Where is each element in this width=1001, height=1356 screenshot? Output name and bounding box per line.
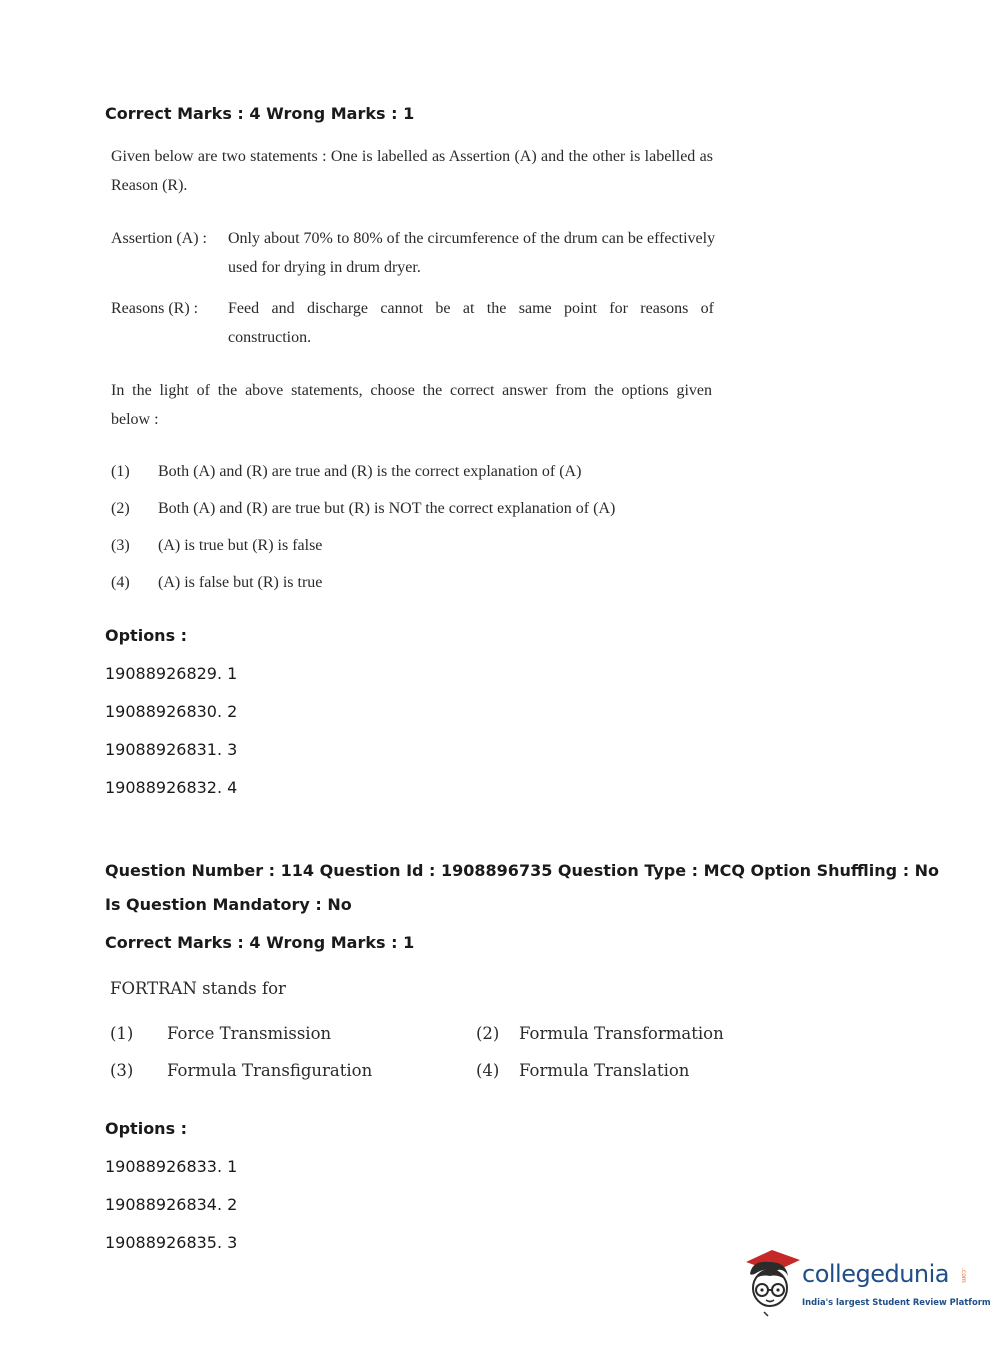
collegedunia-logo[interactable]	[740, 1246, 991, 1320]
q113-prompt-line1: In the light of the above statements, choose the correct answer from the options given	[111, 382, 712, 399]
q113-choice-num: (2)	[111, 500, 130, 517]
q114-choice-text: Formula Transfiguration	[167, 1061, 373, 1080]
q114-option: 19088926835. 3	[105, 1233, 238, 1252]
q113-intro-line1: Given below are two statements : One is labelled as Assertion (A) and the other is labelled as	[111, 148, 713, 165]
q113-choice-text: (A) is true but (R) is false	[158, 537, 323, 554]
q114-choice-text: Formula Translation	[519, 1061, 690, 1080]
q114-header: Question Number : 114 Question Id : 1908896735 Question Type : MCQ Option Shuffling : No	[105, 861, 940, 880]
q113-marks: Correct Marks : 4 Wrong Marks : 1	[105, 104, 415, 123]
q113-choice-num: (1)	[111, 463, 130, 480]
reason-line1: Feed and discharge cannot be at the same point for reasons of	[228, 300, 714, 317]
q113-prompt-line2: below :	[111, 411, 159, 428]
q114-mandatory: Is Question Mandatory : No	[105, 895, 352, 914]
q114-option: 19088926833. 1	[105, 1157, 238, 1176]
q113-options-heading: Options :	[105, 626, 188, 645]
q114-choice-num: (1)	[110, 1024, 134, 1043]
logo-tagline: India's largest Student Review Platform	[802, 1297, 991, 1307]
q113-intro-line2: Reason (R).	[111, 177, 188, 194]
assertion-label: Assertion (A) :	[111, 230, 207, 247]
q113-option: 19088926832. 4	[105, 778, 238, 797]
q114-option: 19088926834. 2	[105, 1195, 238, 1214]
q113-choice-text: (A) is false but (R) is true	[158, 574, 323, 591]
reason-label: Reasons (R) :	[111, 300, 199, 317]
q113-option: 19088926831. 3	[105, 740, 238, 759]
q113-option: 19088926830. 2	[105, 702, 238, 721]
q114-choice-num: (2)	[476, 1024, 500, 1043]
q114-question: FORTRAN stands for	[110, 979, 286, 998]
q113-choice-text: Both (A) and (R) are true and (R) is the correct explanation of (A)	[158, 463, 582, 480]
q114-choice-text: Force Transmission	[167, 1024, 332, 1043]
q113-choice-text: Both (A) and (R) are true but (R) is NOT the correct explanation of (A)	[158, 500, 616, 517]
assertion-line1: Only about 70% to 80% of the circumference of the drum can be effectively	[228, 230, 716, 247]
q113-choice-num: (3)	[111, 537, 130, 554]
reason-line2: construction.	[228, 329, 312, 346]
logo-com: .com	[960, 1268, 967, 1283]
q114-marks: Correct Marks : 4 Wrong Marks : 1	[105, 933, 415, 952]
q114-choice-num: (3)	[110, 1061, 134, 1080]
logo-wordmark: collegedunia	[802, 1260, 950, 1288]
q113-choice-num: (4)	[111, 574, 130, 591]
q114-options-heading: Options :	[105, 1119, 188, 1138]
mascot-icon	[740, 1246, 802, 1320]
q114-choice-num: (4)	[476, 1061, 500, 1080]
q114-choice-text: Formula Transformation	[519, 1024, 724, 1043]
assertion-line2: used for drying in drum dryer.	[228, 259, 421, 276]
q113-option: 19088926829. 1	[105, 664, 238, 683]
